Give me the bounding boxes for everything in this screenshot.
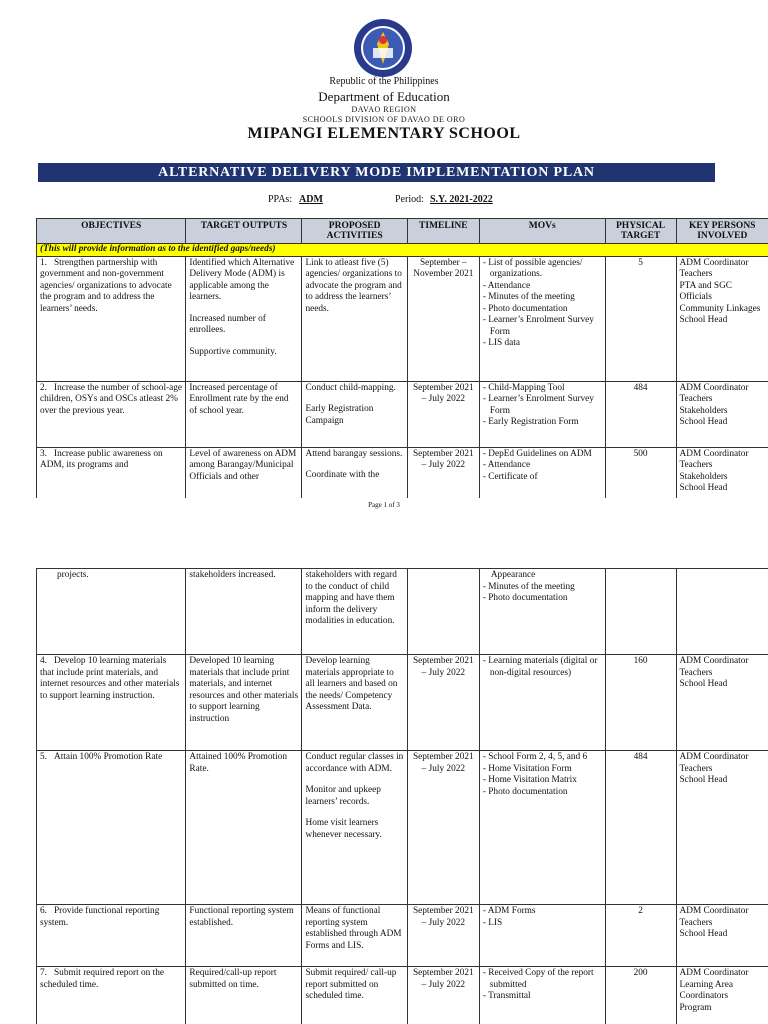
col-physical-target: PHYSICAL TARGET xyxy=(605,219,676,244)
output-text: Developed 10 learning materials that include print materials, and internet resources and other materials to support learning instruction xyxy=(189,656,299,724)
objective-text: projects. xyxy=(57,570,89,580)
activities-cell xyxy=(302,381,407,447)
physical-target-cell: 160 xyxy=(605,655,676,751)
ppa-value: ADM xyxy=(299,194,323,205)
objective-cell xyxy=(37,447,186,498)
table-row xyxy=(37,256,768,381)
objective-cell xyxy=(37,905,186,967)
person-item: Stakeholders xyxy=(679,405,728,416)
activity-text: Conduct regular classes in accordance with ADM. xyxy=(305,752,404,774)
table-row xyxy=(37,447,768,498)
activity-text: Monitor and upkeep learners’ records. xyxy=(305,785,381,807)
person-item: ADM Coordinator xyxy=(679,448,749,459)
activities-cell xyxy=(302,447,407,498)
objective-text: Develop 10 learning materials that include print materials, and internet resources and other materials to support learning instruction. xyxy=(40,656,180,701)
col-objectives: OBJECTIVES xyxy=(37,219,186,244)
period-label: Period: xyxy=(395,194,424,205)
movs-cell xyxy=(479,447,605,498)
output-text: Increased percentage of Enrollment rate by the end of school year. xyxy=(189,382,289,416)
persons-cell xyxy=(676,447,768,498)
output-text: Supportive community. xyxy=(189,346,277,357)
region-line: DAVAO REGION xyxy=(351,105,417,114)
objective-cell xyxy=(37,655,186,751)
movs-cell xyxy=(479,655,605,751)
mov-item: - LIS data xyxy=(483,338,602,350)
persons-cell xyxy=(676,655,768,751)
mov-item: - Received Copy of the report submitted xyxy=(483,968,602,991)
document-page-2 xyxy=(0,565,768,1024)
activities-cell xyxy=(302,905,407,967)
mov-item: - Attendance xyxy=(483,281,602,293)
outputs-cell xyxy=(186,256,302,381)
objective-text: Increase the number of school-age children, OSYs and OSCs atleast 2% over the previous year. xyxy=(40,382,183,416)
outputs-cell xyxy=(186,905,302,967)
activities-cell xyxy=(302,967,407,1024)
activity-text: Develop learning materials appropriate to all learners and based on the needs/ Competency Assessment Data. xyxy=(305,656,398,712)
objective-cell xyxy=(37,256,186,381)
row-number: 5. xyxy=(40,752,47,762)
objective-text: Submit required report on the scheduled time. xyxy=(40,968,164,990)
table-row xyxy=(37,381,768,447)
person-item: Community Linkages xyxy=(679,303,761,314)
plan-table-page-1 xyxy=(36,218,768,498)
mov-item: - Home Visitation Matrix xyxy=(483,775,602,787)
person-item: School Head xyxy=(679,483,728,493)
person-item: Teachers xyxy=(679,394,713,404)
physical-target-cell: 484 xyxy=(605,751,676,905)
timeline-cell: September 2021 – July 2022 xyxy=(407,967,479,1024)
table-row xyxy=(37,905,768,967)
mov-item: - Attendance xyxy=(483,460,602,472)
person-item: PTA and SGC Officials xyxy=(679,280,732,302)
mov-item: - Photo documentation xyxy=(483,593,602,605)
outputs-cell xyxy=(186,751,302,905)
gaps-note-row xyxy=(37,244,768,257)
physical-target-cell: 500 xyxy=(605,447,676,498)
physical-target-cell: 2 xyxy=(605,905,676,967)
movs-cell xyxy=(479,905,605,967)
timeline-cell: September 2021 – July 2022 xyxy=(407,655,479,751)
objective-cell xyxy=(37,967,186,1024)
mov-item: - Child-Mapping Tool xyxy=(483,383,602,395)
outputs-cell xyxy=(186,655,302,751)
person-item: School Head xyxy=(679,775,728,785)
mov-item: - Learner’s Enrolment Survey Form xyxy=(483,394,602,417)
persons-cell xyxy=(676,751,768,905)
outputs-cell xyxy=(186,381,302,447)
mov-item: - School Form 2, 4, 5, and 6 xyxy=(483,752,602,764)
physical-target-cell: 5 xyxy=(605,256,676,381)
table-row xyxy=(37,967,768,1024)
mov-item: - LIS xyxy=(483,918,602,930)
objective-text: Strengthen partnership with government and non-government agencies/ organizations to advocate the program and to address the learners’ needs. xyxy=(40,257,172,314)
mov-item: - List of possible agencies/ organizations. xyxy=(483,258,602,281)
row-number: 6. xyxy=(40,906,47,916)
activities-cell xyxy=(302,655,407,751)
mov-item: - Early Registration Form xyxy=(483,417,602,429)
activity-text: Early Registration Campaign xyxy=(305,404,374,426)
row-number: 1. xyxy=(40,257,47,268)
movs-cell xyxy=(479,967,605,1024)
division-line: SCHOOLS DIVISION OF DAVAO DE ORO xyxy=(302,115,466,124)
mov-item: - Home Visitation Form xyxy=(483,764,602,776)
output-text: stakeholders increased. xyxy=(189,570,276,580)
activity-text: Home visit learners whenever necessary. xyxy=(305,818,382,840)
activity-text: stakeholders with regard to the conduct of child mapping and have them inform the delivery modalities in education. xyxy=(305,570,397,626)
person-item: ADM Coordinator xyxy=(679,906,749,916)
persons-cell xyxy=(676,381,768,447)
table-row-continued xyxy=(37,569,768,655)
row-number: 7. xyxy=(40,968,47,978)
activity-text: Conduct child-mapping. xyxy=(305,382,396,393)
col-timeline: TIMELINE xyxy=(407,219,479,244)
mov-item: - Minutes of the meeting xyxy=(483,582,602,594)
person-item: ADM Coordinator xyxy=(679,656,749,666)
page-number: Page 1 of 3 xyxy=(368,501,400,509)
page-gap xyxy=(0,515,768,565)
person-item: ADM Coordinator xyxy=(679,257,749,268)
timeline-cell: September 2021 – July 2022 xyxy=(407,751,479,905)
activity-text: Link to atleast five (5) agencies/ organizations to advocate the program and to address the learners’ needs. xyxy=(305,257,402,314)
person-item: Learning Area Coordinators xyxy=(679,979,733,1001)
activity-text: Means of functional reporting system established through ADM Forms and LIS. xyxy=(305,906,402,951)
movs-cell xyxy=(479,381,605,447)
person-item: School Head xyxy=(679,315,728,325)
person-item: ADM Coordinator xyxy=(679,382,749,393)
plan-table-page-2 xyxy=(36,568,768,1024)
activities-cell xyxy=(302,569,407,655)
mov-item: - Minutes of the meeting xyxy=(483,292,602,304)
row-number: 4. xyxy=(40,656,47,666)
activity-text: Submit required/ call-up report submitted on scheduled time. xyxy=(305,968,397,1001)
person-item: Teachers xyxy=(679,460,713,470)
output-text: Attained 100% Promotion Rate. xyxy=(189,752,288,774)
activity-text: Coordinate with the xyxy=(305,470,380,480)
outputs-cell xyxy=(186,569,302,655)
objective-cell xyxy=(37,751,186,905)
mov-item: - Learner’s Enrolment Survey Form xyxy=(483,315,602,338)
activity-text: Attend barangay sessions. xyxy=(305,448,403,459)
person-item: Program xyxy=(679,1002,712,1013)
objective-cell xyxy=(37,569,186,655)
period-value: S.Y. 2021-2022 xyxy=(430,194,493,205)
col-movs: MOVs xyxy=(479,219,605,244)
mov-item: - Transmittal xyxy=(483,991,602,1003)
person-item: School Head xyxy=(679,679,728,689)
objective-text: Attain 100% Promotion Rate xyxy=(54,752,163,762)
persons-cell xyxy=(676,569,768,655)
physical-target-cell: 484 xyxy=(605,381,676,447)
activities-cell xyxy=(302,256,407,381)
department-line: Department of Education xyxy=(318,89,450,104)
output-text: Identified which Alternative Delivery Mode (ADM) is applicable among the learners. xyxy=(189,257,295,302)
mov-item: - ADM Forms xyxy=(483,906,602,918)
plan-title-banner: ALTERNATIVE DELIVERY MODE IMPLEMENTATION PLAN xyxy=(38,163,715,182)
table-header-row xyxy=(37,219,768,244)
output-text: Level of awareness on ADM among Barangay/Municipal Officials and other xyxy=(189,448,297,482)
output-text: Increased number of enrollees. xyxy=(189,313,266,335)
activities-cell xyxy=(302,751,407,905)
school-name: MIPANGI ELEMENTARY SCHOOL xyxy=(247,125,521,142)
mov-item: - Certificate of xyxy=(483,472,602,484)
person-item: ADM Coordinator xyxy=(679,968,749,978)
mov-item: - Learning materials (digital or non-digital resources) xyxy=(483,656,602,679)
republic-line: Republic of the Philippines xyxy=(329,76,439,87)
person-item: Stakeholders xyxy=(679,471,728,482)
movs-cell xyxy=(479,569,605,655)
person-item: School Head xyxy=(679,929,728,939)
table-row xyxy=(37,751,768,905)
col-key-persons: KEY PERSONS INVOLVED xyxy=(676,219,768,244)
mov-item: - Photo documentation xyxy=(483,787,602,799)
physical-target-cell: 200 xyxy=(605,967,676,1024)
outputs-cell xyxy=(186,447,302,498)
col-proposed-activities: PROPOSED ACTIVITIES xyxy=(302,219,407,244)
persons-cell xyxy=(676,256,768,381)
outputs-cell xyxy=(186,967,302,1024)
objective-cell xyxy=(37,381,186,447)
person-item: ADM Coordinator xyxy=(679,752,749,762)
persons-cell xyxy=(676,905,768,967)
mov-item: - DepEd Guidelines on ADM xyxy=(483,449,602,461)
movs-cell xyxy=(479,751,605,905)
ppa-label: PPAs: xyxy=(268,194,293,205)
col-target-outputs: TARGET OUTPUTS xyxy=(186,219,302,244)
output-text: Required/call-up report submitted on time. xyxy=(189,968,277,990)
person-item: Teachers xyxy=(679,917,713,928)
row-number: 2. xyxy=(40,382,47,393)
physical-target-cell xyxy=(605,569,676,655)
timeline-cell: September – November 2021 xyxy=(407,256,479,381)
row-number: 3. xyxy=(40,448,47,459)
mov-item: - Photo documentation xyxy=(483,304,602,316)
persons-cell xyxy=(676,967,768,1024)
objective-text: Provide functional reporting system. xyxy=(40,906,160,928)
objective-text: Increase public awareness on ADM, its programs and xyxy=(40,448,163,470)
mov-item: Appearance xyxy=(490,570,536,580)
output-text: Functional reporting system established. xyxy=(189,906,294,928)
person-item: Teachers xyxy=(679,269,713,279)
table-row xyxy=(37,655,768,751)
timeline-cell: September 2021 – July 2022 xyxy=(407,447,479,498)
person-item: Teachers xyxy=(679,763,713,774)
timeline-cell: September 2021 – July 2022 xyxy=(407,905,479,967)
timeline-cell: September 2021 – July 2022 xyxy=(407,381,479,447)
movs-cell xyxy=(479,256,605,381)
gaps-note: (This will provide information as to the identified gaps/needs) xyxy=(37,244,768,257)
timeline-cell xyxy=(407,569,479,655)
person-item: School Head xyxy=(679,417,728,427)
person-item: Teachers xyxy=(679,667,713,678)
